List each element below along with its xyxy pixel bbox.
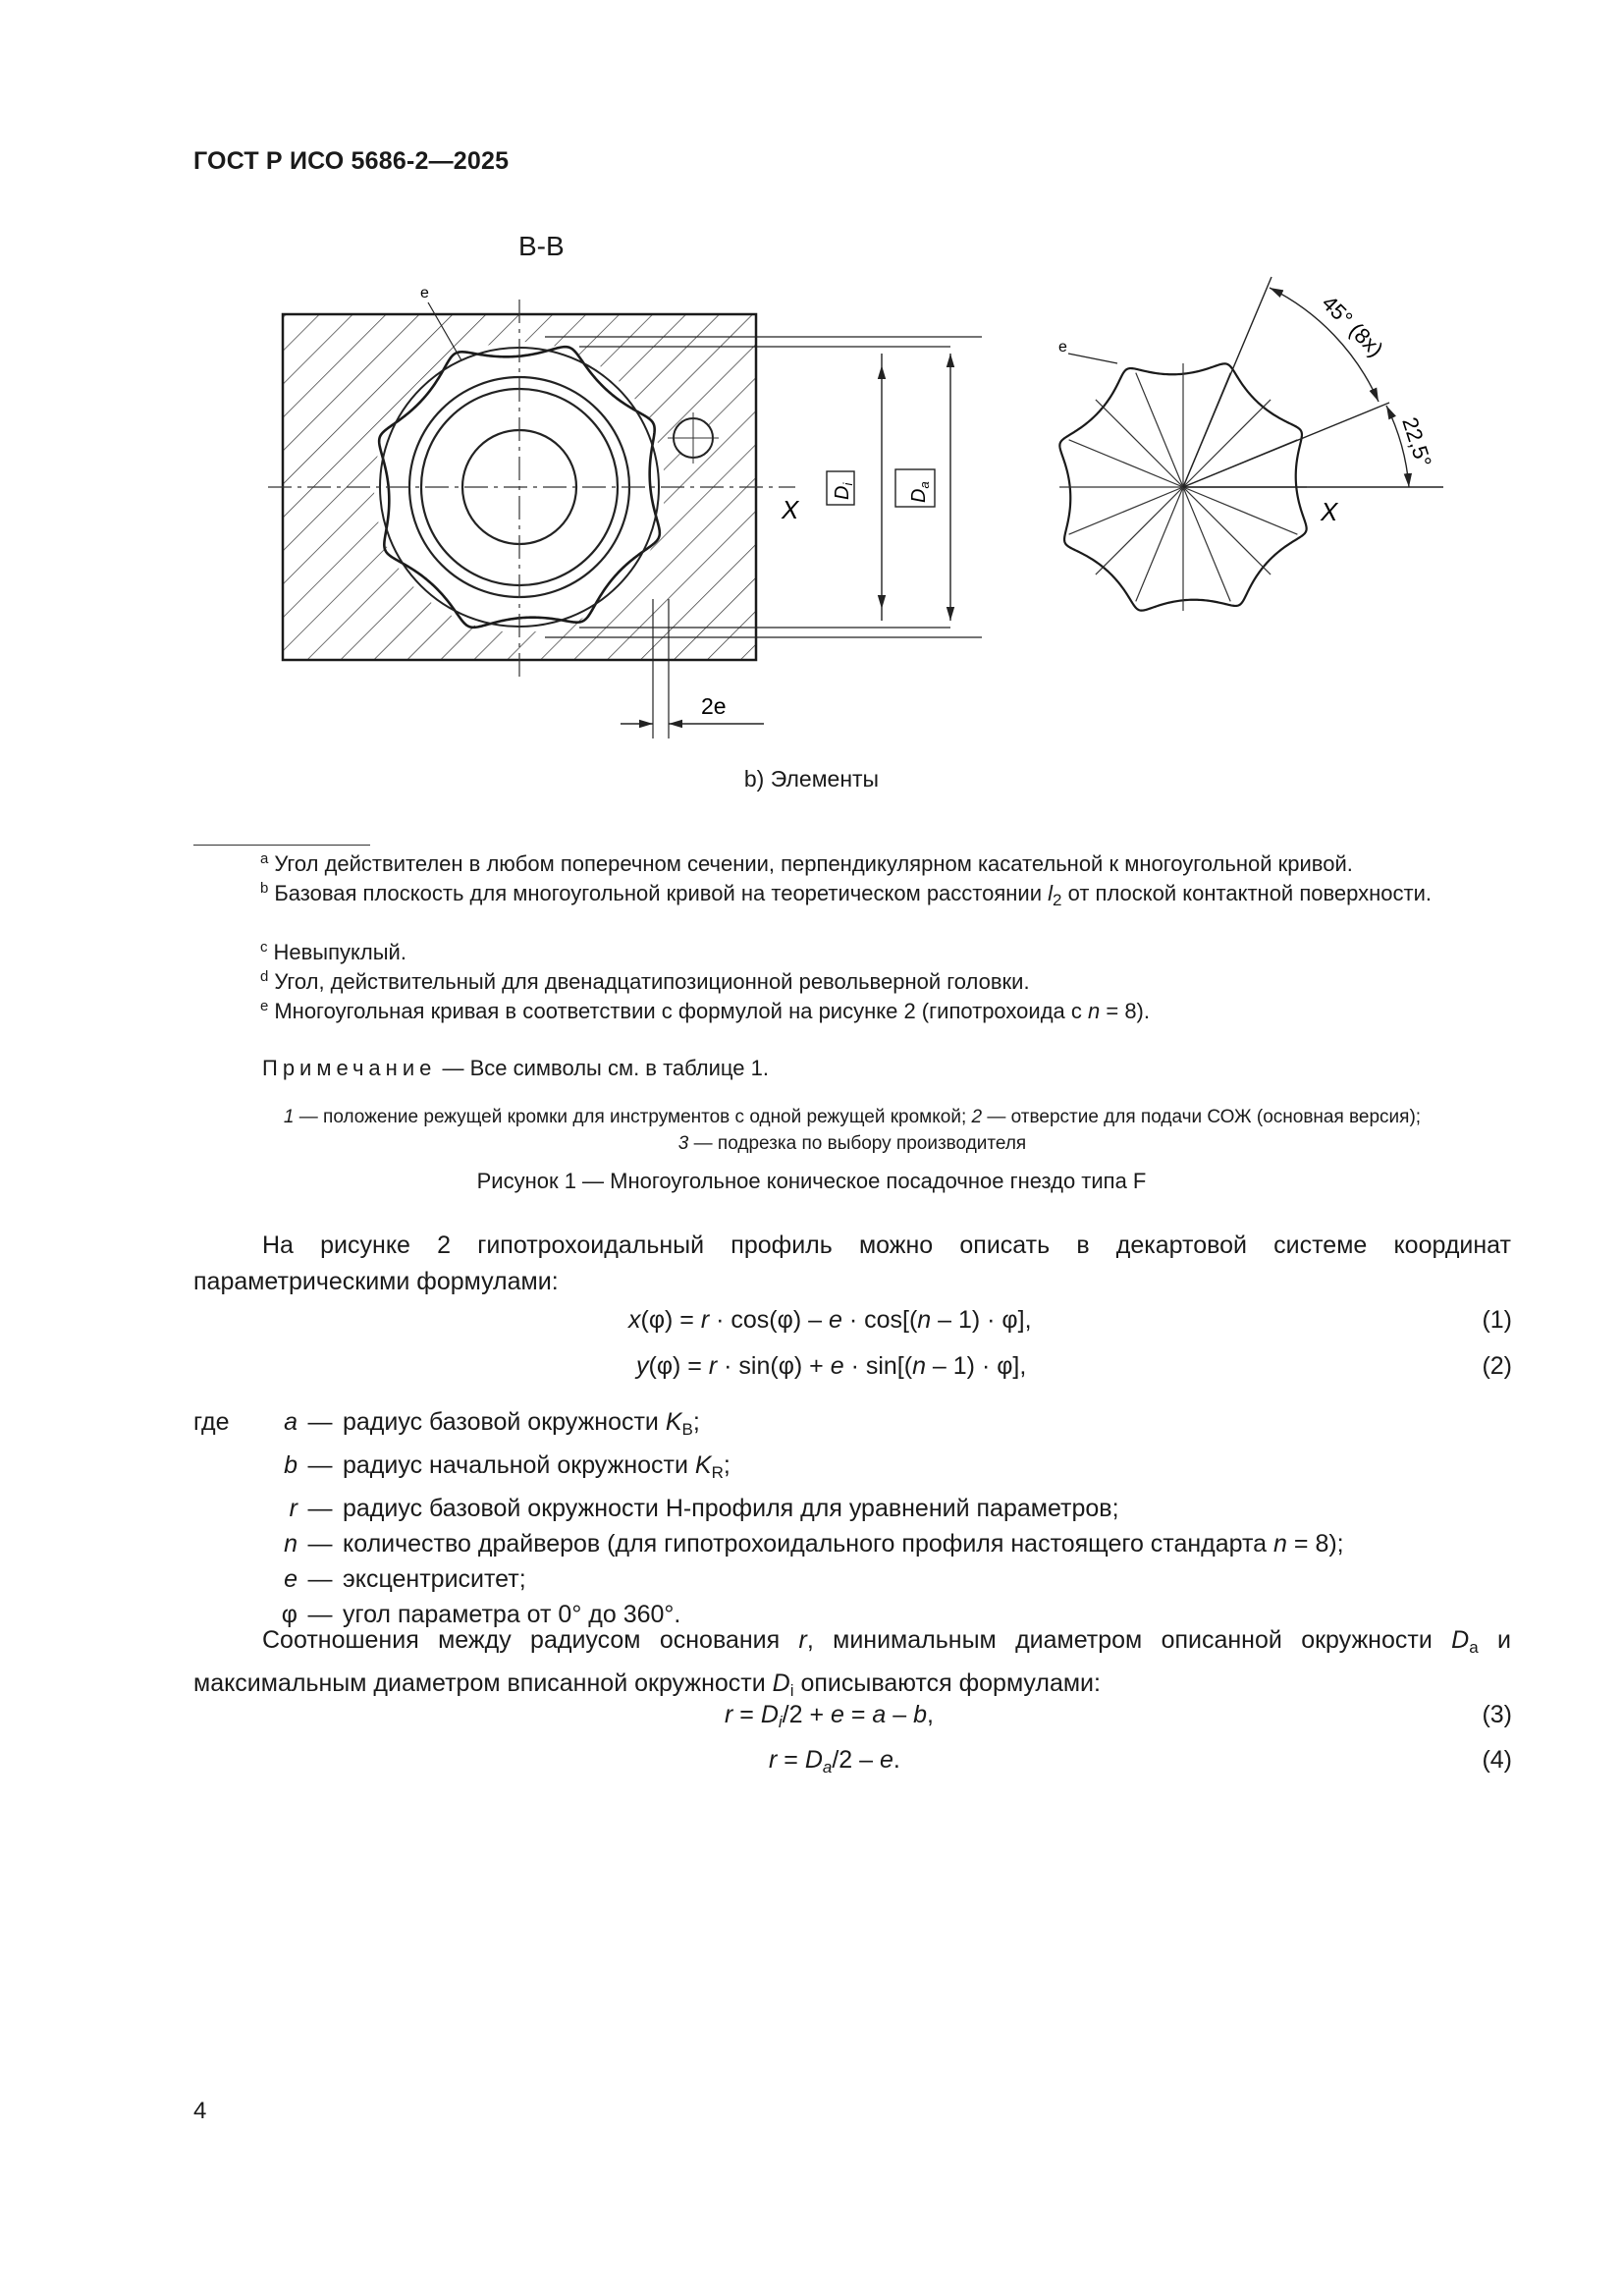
footnote-c: $^c$ Невыпуклый. xyxy=(260,939,406,964)
x-axis-label-left: X xyxy=(782,495,799,524)
figure-caption: Рисунок 1 — Многоугольное коническое посадочное гнездо типа F xyxy=(476,1169,1147,1193)
where-list xyxy=(193,1404,1344,1632)
x-axis-label-right: X xyxy=(1321,497,1338,526)
where-row-phi: φ — угол параметра от 0° до 360°. xyxy=(281,1601,681,1628)
formula-3: $r = D_i/2 + e = a - b$, xyxy=(725,1701,934,1731)
footnote-a: $^a$ Угол действителен в любом поперечном сечении, перпендикулярном касательной к многоугольной кривой. xyxy=(260,850,1353,876)
formula-2-number: (2) xyxy=(1482,1352,1512,1380)
di-label: $D_i$ xyxy=(832,482,855,500)
footnote-e: $^e$ Многоугольная кривая в соответствии с формулой на рисунке 2 (гипотрохоида с n = 8). xyxy=(260,998,1150,1023)
note: Примечание — Все символы см. в таблице 1. xyxy=(262,1056,769,1080)
formula-4-number: (4) xyxy=(1482,1746,1512,1774)
page-number: 4 xyxy=(193,2098,207,2124)
where-row-b: b — радиус начальной окружности $K_R$; xyxy=(284,1451,730,1482)
da-label: $D_a$ xyxy=(908,481,932,503)
formula-2: y(φ) = r · sin(φ) + e · sin[(n – 1) · φ], xyxy=(636,1352,1027,1380)
where-row-r: r — радиус базовой окружности H-профиля для уравнений параметров; xyxy=(289,1495,1119,1522)
footnote-d: $^d$ Угол, действительный для двенадцатипозиционной револьверной головки. xyxy=(260,968,1030,994)
subfigure-caption: b) Элементы xyxy=(743,766,880,792)
label-e-left: e xyxy=(420,285,429,301)
section-label: B-B xyxy=(518,231,565,261)
technical-drawing xyxy=(0,0,1623,805)
where-row-n: n — количество драйверов (для гипотрохоидального профиля настоящего стандарта n = 8); xyxy=(284,1530,1344,1558)
formula-1-number: (1) xyxy=(1482,1306,1512,1334)
formula-3-number: (3) xyxy=(1482,1701,1512,1728)
leader-e-right xyxy=(1068,354,1117,363)
where-row-e: e — эксцентриситет; xyxy=(284,1565,526,1593)
document-header: ГОСТ Р ИСО 5686-2—2025 xyxy=(193,147,510,175)
formula-1: x(φ) = r · cos(φ) – e · cos[(n – 1) · φ], xyxy=(628,1306,1032,1334)
relations-paragraph: Соотношения между радиусом основания r, минимальным диаметром описанной окружности $D_a$ и максимальным диаметром вписанной окружности $D_i$ описываются формулами: xyxy=(193,1626,1511,1700)
where-row-a: где a — радиус базовой окружности $K_B$; xyxy=(193,1408,700,1439)
formula-4: $r = D_a/2 - e$. xyxy=(769,1746,900,1777)
figure-legend: 1 — положение режущей кромки для инструментов с одной режущей кромкой; 2 — отверстие для подачи СОЖ (основная версия); 3 — подрезка по выбору производителя xyxy=(283,1107,1422,1154)
angle-label-45: 45° (8x) xyxy=(1317,290,1388,362)
label-e-right: e xyxy=(1058,339,1067,355)
label-2e: 2e xyxy=(701,693,727,719)
intro-paragraph: На рисунке 2 гипотрохоидальный профиль можно описать в декартовой системе координат параметрическими формулами: xyxy=(193,1231,1511,1295)
angle-label-22: 22,5° xyxy=(1397,413,1436,470)
footnote-b: $^b$ Базовая плоскость для многоугольной кривой на теоретическом расстоянии $l_2$ от плоской контактной поверхности. xyxy=(260,880,1433,909)
